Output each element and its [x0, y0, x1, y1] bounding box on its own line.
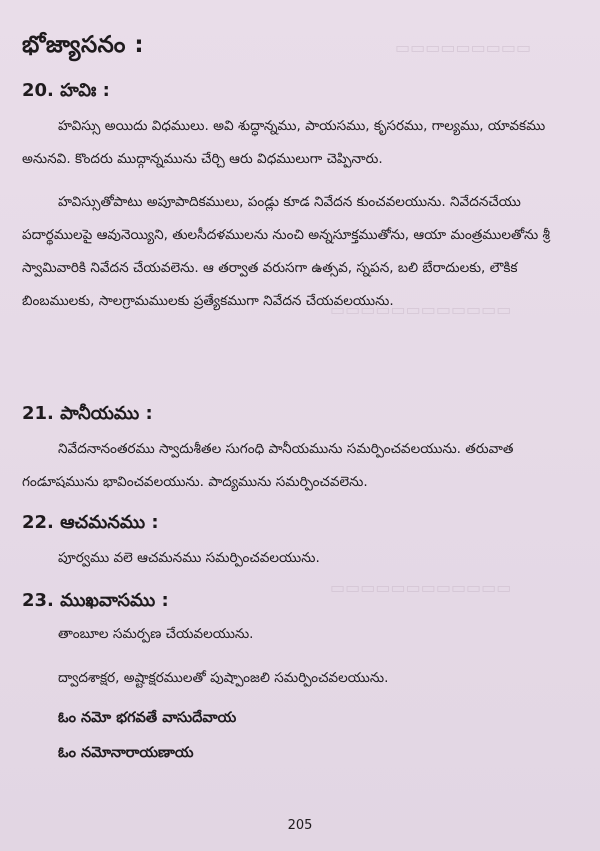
paragraph: పూర్వము వలె ఆచమనము సమర్పించవలయును. [58, 550, 320, 566]
section-body [22, 110, 582, 318]
paragraph: హవిస్సుతోపాటు అపూపాదికములు, పండ్లు కూడ నివేదన కుంచవలయును. నివేదనచేయు పదార్థములపై ఆవునెయ్యిని, తులసీదళములను నుంచి అన్నసూక్తముతోను, ఆయా మంత్రములతోను శ్రీ స్వామివారికి నివేదన చేయవలెను. ఆ తర్వాత వరుసగా ఉత్సవ, స్నపన, బలి బేరాదులకు, లౌకిక బింబములకు, సాలగ్రామములకు ప్రత్యేకముగా నివేదన చేయవలయును. [22, 194, 550, 309]
bleed-through-shadow: ▭▭▭▭▭▭▭▭▭▭▭▭ [330, 578, 512, 597]
section-heading: 21. పానీయము : [22, 403, 153, 424]
bleed-through-shadow: ▭▭▭▭▭▭▭▭▭ [395, 38, 532, 57]
section-heading: 23. ముఖవాసము : [22, 590, 169, 611]
section-heading: 22. ఆచమనము : [22, 512, 159, 533]
body-line: ద్వాదశాక్షర, అష్టాక్షరములతో పుష్పాంజలి సమర్పించవలయును. [58, 670, 389, 686]
section-heading: 20. హవిః : [22, 80, 110, 101]
bleed-through-shadow: ▭▭▭▭▭▭▭▭▭▭▭▭ [330, 300, 512, 319]
page-number: 205 [287, 818, 313, 833]
mantra-line: ఓం నమో భగవతే వాసుదేవాయ [58, 710, 237, 726]
mantra-line: ఓం నమోనారాయణాయ [58, 745, 194, 761]
body-line: తాంబూల సమర్పణ చేయవలయును. [58, 626, 254, 642]
section-body [22, 542, 582, 575]
section-body [22, 433, 582, 499]
page-title: భోజ్యాసనం : [22, 32, 145, 58]
paragraph: నివేదనానంతరము స్వాదుశీతల సుగంధి పానీయమును సమర్పించవలయును. తరువాత గండూషమును భావించవలయును. పాద్యమును సమర్పించవలెను. [22, 441, 514, 490]
paragraph: హవిస్సు అయిదు విధములు. అవి శుద్ధాన్నము, పాయసము, కృసరము, గాల్యము, యావకము అనునవి. కొందరు ముద్గాన్నమును చేర్చి ఆరు విధములుగా చెప్పినారు. [22, 118, 546, 167]
